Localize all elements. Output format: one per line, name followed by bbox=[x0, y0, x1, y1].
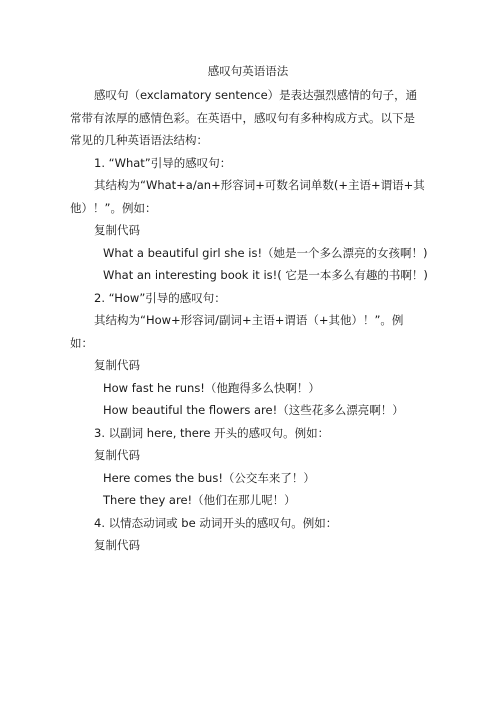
section-3-heading: 3. 以副词 here, there 开头的感叹句。例如： bbox=[94, 425, 330, 440]
copy-code-label: 复制代码 bbox=[94, 538, 140, 552]
section-2-structure: 其结构为“How+形容词/副词+主语+谓语（+其他）！”。例如： bbox=[70, 313, 404, 350]
intro-paragraph: 感叹句（exclamatory sentence）是表达强烈感情的句子，通常带有浓厚的感情色彩。在英语中，感叹句有多种构成方式。以下是常见的几种英语语法结构： bbox=[70, 88, 418, 147]
code-example: There they are!（他们在那儿呢！） bbox=[103, 493, 296, 507]
document-title: 感叹句英语语法 bbox=[207, 64, 289, 78]
code-example: How beautiful the flowers are!（这些花多么漂亮啊！） bbox=[103, 403, 404, 417]
code-example: How fast he runs!（他跑得多么快啊！） bbox=[103, 380, 320, 395]
code-example: What an interesting book it is!( 它是一本多么有趣的书啊！) bbox=[103, 268, 428, 282]
section-2-heading: 2. “How”引导的感叹句： bbox=[94, 290, 226, 305]
section-1-structure: 其结构为“What+a/an+形容词+可数名词单数(+主语+谓语+其他）！”。例如： bbox=[70, 178, 425, 215]
section-1-heading: 1. “What”引导的感叹句： bbox=[94, 155, 232, 170]
copy-code-label: 复制代码 bbox=[94, 358, 140, 372]
section-4-heading: 4. 以情态动词或 be 动词开头的感叹句。例如： bbox=[94, 515, 338, 530]
document-body bbox=[70, 84, 426, 557]
copy-code-label: 复制代码 bbox=[94, 223, 140, 237]
copy-code-label: 复制代码 bbox=[94, 448, 140, 462]
code-example: What a beautiful girl she is!（她是一个多么漂亮的女孩啊！) bbox=[103, 245, 428, 260]
code-example: Here comes the bus!（公交车来了！） bbox=[103, 470, 315, 485]
